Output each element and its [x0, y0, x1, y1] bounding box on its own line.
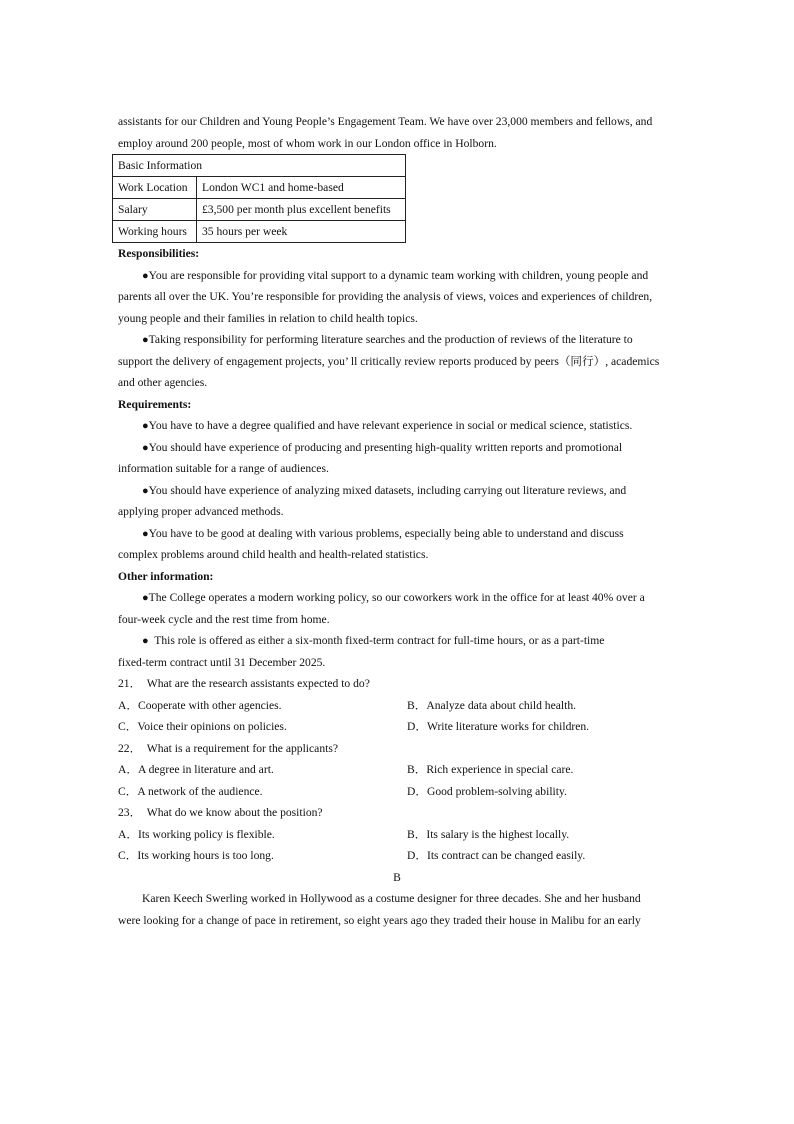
table-value-cell: London WC1 and home-based — [197, 177, 406, 199]
paragraph-text: Taking responsibility for performing literature searches and the production of reviews of the literature to — [148, 333, 633, 346]
paragraph-line: Karen Keech Swerling worked in Hollywood as a costume designer for three decades. She and her husband — [142, 892, 641, 905]
paragraph-line: complex problems around child health and health-related statistics. — [118, 548, 429, 561]
table-row — [113, 177, 406, 199]
paragraph-text: You have to have a degree qualified and have relevant experience in social or medical science, statistics. — [148, 419, 633, 432]
section-heading: Other information: — [118, 569, 214, 583]
table-key-cell: Salary — [113, 199, 197, 221]
option-b: B．Analyze data about child health. — [407, 698, 577, 712]
paragraph-line: were looking for a change of pace in retirement, so eight years ago they traded their house in Malibu for an early — [118, 913, 641, 927]
intro-line: employ around 200 people, most of whom work in our London office in Holborn. — [118, 136, 497, 150]
bullet-icon: ● — [142, 334, 149, 346]
option-row — [118, 759, 676, 781]
paragraph-line: information suitable for a range of audiences. — [118, 462, 329, 475]
table-header-cell: Basic Information — [113, 155, 406, 177]
bullet-icon: ● — [142, 527, 149, 540]
bullet-line — [118, 329, 676, 351]
paragraph-text: You should have experience of producing and presenting high-quality written reports and promotional — [148, 440, 623, 454]
paragraph-text: The College operates a modern working policy, so our coworkers work in the office for at least 40% over a — [148, 591, 645, 604]
question-stem: 23． What do we know about the position? — [118, 806, 323, 819]
bullet-line — [118, 480, 676, 502]
section-heading: Requirements: — [118, 397, 192, 411]
bullet-icon: ● — [142, 420, 149, 432]
question-stem: 21． What are the research assistants expected to do? — [118, 677, 370, 690]
paragraph-line: applying proper advanced methods. — [118, 505, 284, 518]
bullet-icon: ● — [142, 592, 149, 604]
option-row — [118, 695, 676, 717]
paragraph-line: fixed-term contract until 31 December 2025. — [118, 655, 326, 669]
bullet-icon: ● — [142, 269, 149, 282]
document-page — [118, 111, 676, 931]
paragraph-line: support the delivery of engagement projects, you’ ll critically review reports produced by peers（同行）, academics — [118, 354, 660, 368]
option-row — [118, 845, 676, 867]
option-a: A．A degree in literature and art. — [118, 763, 274, 776]
paragraph-line: young people and their families in relation to child health topics. — [118, 311, 418, 325]
bullet-line — [118, 587, 676, 609]
option-row — [118, 824, 676, 846]
option-c: C．Its working hours is too long. — [118, 849, 274, 862]
option-b: B．Rich experience in special care. — [407, 763, 574, 776]
intro-line: assistants for our Children and Young People’s Engagement Team. We have over 23,000 members and fellows, and — [118, 115, 653, 128]
option-a: A．Cooperate with other agencies. — [118, 698, 282, 712]
question-stem: 22． What is a requirement for the applicants? — [118, 741, 338, 755]
option-d: D．Its contract can be changed easily. — [407, 849, 586, 862]
basic-info-table — [112, 154, 406, 243]
bullet-icon: ● — [142, 441, 149, 454]
table-row — [113, 199, 406, 221]
option-c: C．Voice their opinions on policies. — [118, 720, 287, 733]
option-row — [118, 716, 676, 738]
option-a: A．Its working policy is flexible. — [118, 827, 275, 841]
bullet-line — [118, 437, 676, 459]
bullet-line — [118, 265, 676, 287]
option-d: D．Write literature works for children. — [407, 720, 590, 733]
paragraph-text: You are responsible for providing vital support to a dynamic team working with children, young people and — [148, 268, 649, 282]
option-row — [118, 781, 676, 803]
bullet-icon: ● — [142, 484, 149, 497]
table-header-row — [113, 155, 406, 177]
paragraph-line: parents all over the UK. You’re responsible for providing the analysis of views, voices and experiences of children, — [118, 290, 653, 303]
paragraph-text: You should have experience of analyzing mixed datasets, including carrying out literature reviews, and — [148, 483, 627, 497]
table-value-cell: 35 hours per week — [197, 221, 406, 243]
table-row — [113, 221, 406, 243]
option-c: C．A network of the audience. — [118, 784, 263, 798]
bullet-line — [118, 415, 676, 437]
option-d: D．Good problem-solving ability. — [407, 784, 567, 798]
bullet-line — [118, 523, 676, 545]
section-heading: Responsibilities: — [118, 247, 200, 260]
paragraph-line: and other agencies. — [118, 376, 208, 389]
paragraph-text: You have to be good at dealing with various problems, especially being able to understand and discuss — [148, 526, 624, 540]
paragraph-text: This role is offered as either a six-month fixed-term contract for full-time hours, or as a part-time — [148, 634, 605, 647]
table-value-cell: £3,500 per month plus excellent benefits — [197, 199, 406, 221]
paragraph-line: four-week cycle and the rest time from home. — [118, 612, 330, 626]
table-key-cell: Work Location — [113, 177, 197, 199]
table-key-cell: Working hours — [113, 221, 197, 243]
section-label: B — [393, 870, 401, 884]
bullet-icon: ● — [142, 635, 149, 647]
bullet-line — [118, 630, 676, 652]
option-b: B．Its salary is the highest locally. — [407, 827, 570, 841]
